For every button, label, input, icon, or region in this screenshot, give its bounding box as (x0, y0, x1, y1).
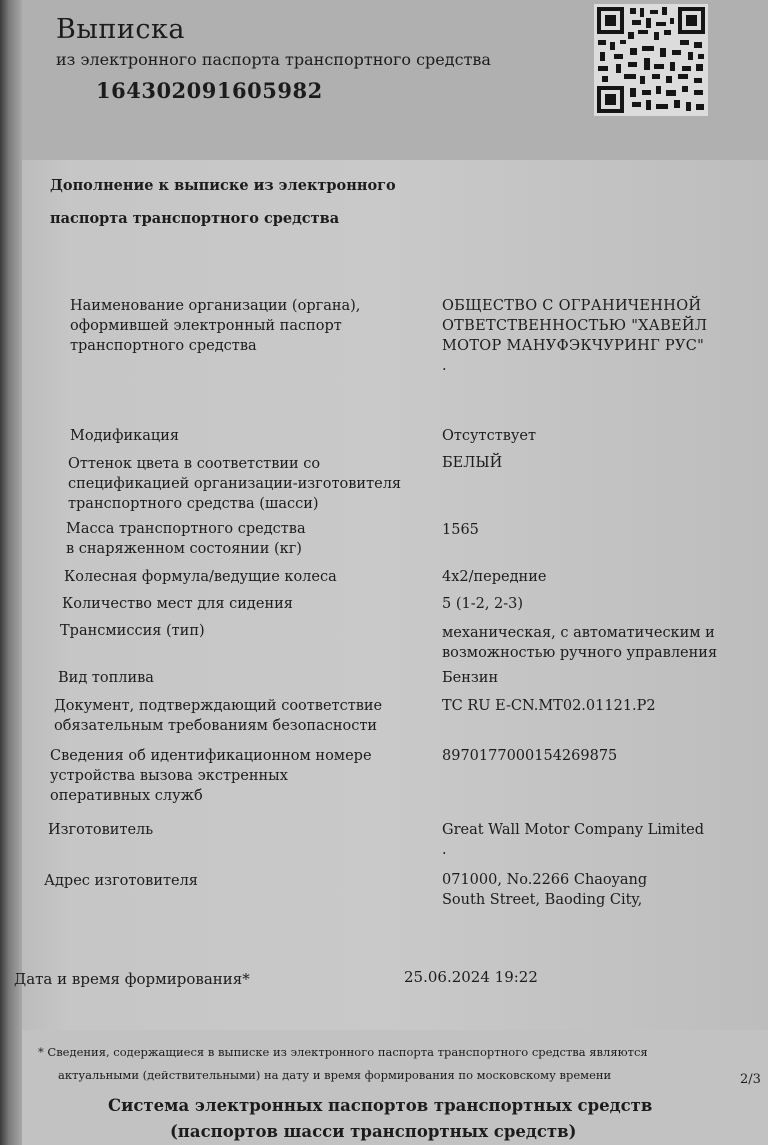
row-value-seats: 5 (1-2, 2-3) (442, 596, 524, 612)
row-value-emergency-id: 8970177000154269875 (442, 748, 618, 764)
page-number: 2/3 (740, 1072, 761, 1087)
row-value-transmission: механическая, с автоматическим и возможностью ручного управления (442, 625, 718, 661)
system-name-line2: (паспортов шасси транспортных средств) (170, 1122, 577, 1141)
system-name-line1: Система электронных паспортов транспортных средств (108, 1096, 653, 1115)
footnote-line2: актуальными (действительными) на дату и время формирования по московскому времени (58, 1068, 612, 1082)
row-label-emergency-id: Сведения об идентификационном номере устройства вызова экстренных оперативных служб (50, 748, 372, 804)
qr-code (594, 4, 708, 116)
row-label-certificate: Документ, подтверждающий соответствие обязательным требованиям безопасности (54, 698, 383, 734)
section-heading-line1: Дополнение к выписке из электронного (50, 177, 396, 194)
row-value-organization: ОБЩЕСТВО С ОГРАНИЧЕННОЙ ОТВЕТСТВЕННОСТЬЮ "ХАВЕЙЛ МОТОР МАНУФЭКЧУРИНГ РУС" . (442, 298, 708, 374)
document-title: Выписка (56, 14, 185, 45)
row-value-wheel-formula: 4x2/передние (442, 569, 547, 585)
footnote-line1: * Сведения, содержащиеся в выписке из электронного паспорта транспортного средства являются (38, 1045, 648, 1059)
generation-date-label: Дата и время формирования* (14, 970, 250, 988)
row-label-wheel-formula: Колесная формула/ведущие колеса (64, 569, 337, 585)
qr-code-image (594, 4, 708, 116)
row-label-seats: Количество мест для сидения (62, 596, 293, 612)
row-value-modification: Отсутствует (442, 428, 537, 444)
row-label-color: Оттенок цвета в соответствии со спецификацией организации-изготовителя транспортного средства (шасси) (68, 456, 402, 512)
row-label-mass: Масса транспортного средства в снаряженном состоянии (кг) (66, 521, 306, 557)
generation-date-value: 25.06.2024 19:22 (404, 968, 538, 986)
row-value-manufacturer: Great Wall Motor Company Limited . (442, 822, 705, 858)
document-subtitle: из электронного паспорта транспортного средства (56, 50, 491, 69)
row-label-manufacturer: Изготовитель (48, 822, 154, 838)
row-value-manufacturer-address: 071000, No.2266 Chaoyang South Street, Baoding City, (442, 872, 648, 908)
row-value-certificate: ТС RU E-CN.MT02.01121.P2 (442, 698, 656, 714)
row-label-fuel: Вид топлива (58, 670, 154, 686)
row-label-modification: Модификация (70, 428, 180, 444)
row-value-fuel: Бензин (442, 670, 499, 686)
row-value-mass: 1565 (442, 522, 479, 538)
section-heading-line2: паспорта транспортного средства (50, 210, 340, 227)
row-label-transmission: Трансмиссия (тип) (60, 623, 205, 639)
passport-number: 164302091605982 (96, 78, 323, 103)
row-label-manufacturer-address: Адрес изготовителя (44, 873, 198, 889)
row-value-color: БЕЛЫЙ (442, 455, 503, 471)
row-label-organization: Наименование организации (органа), оформившей электронный паспорт транспортного средства (70, 298, 361, 354)
